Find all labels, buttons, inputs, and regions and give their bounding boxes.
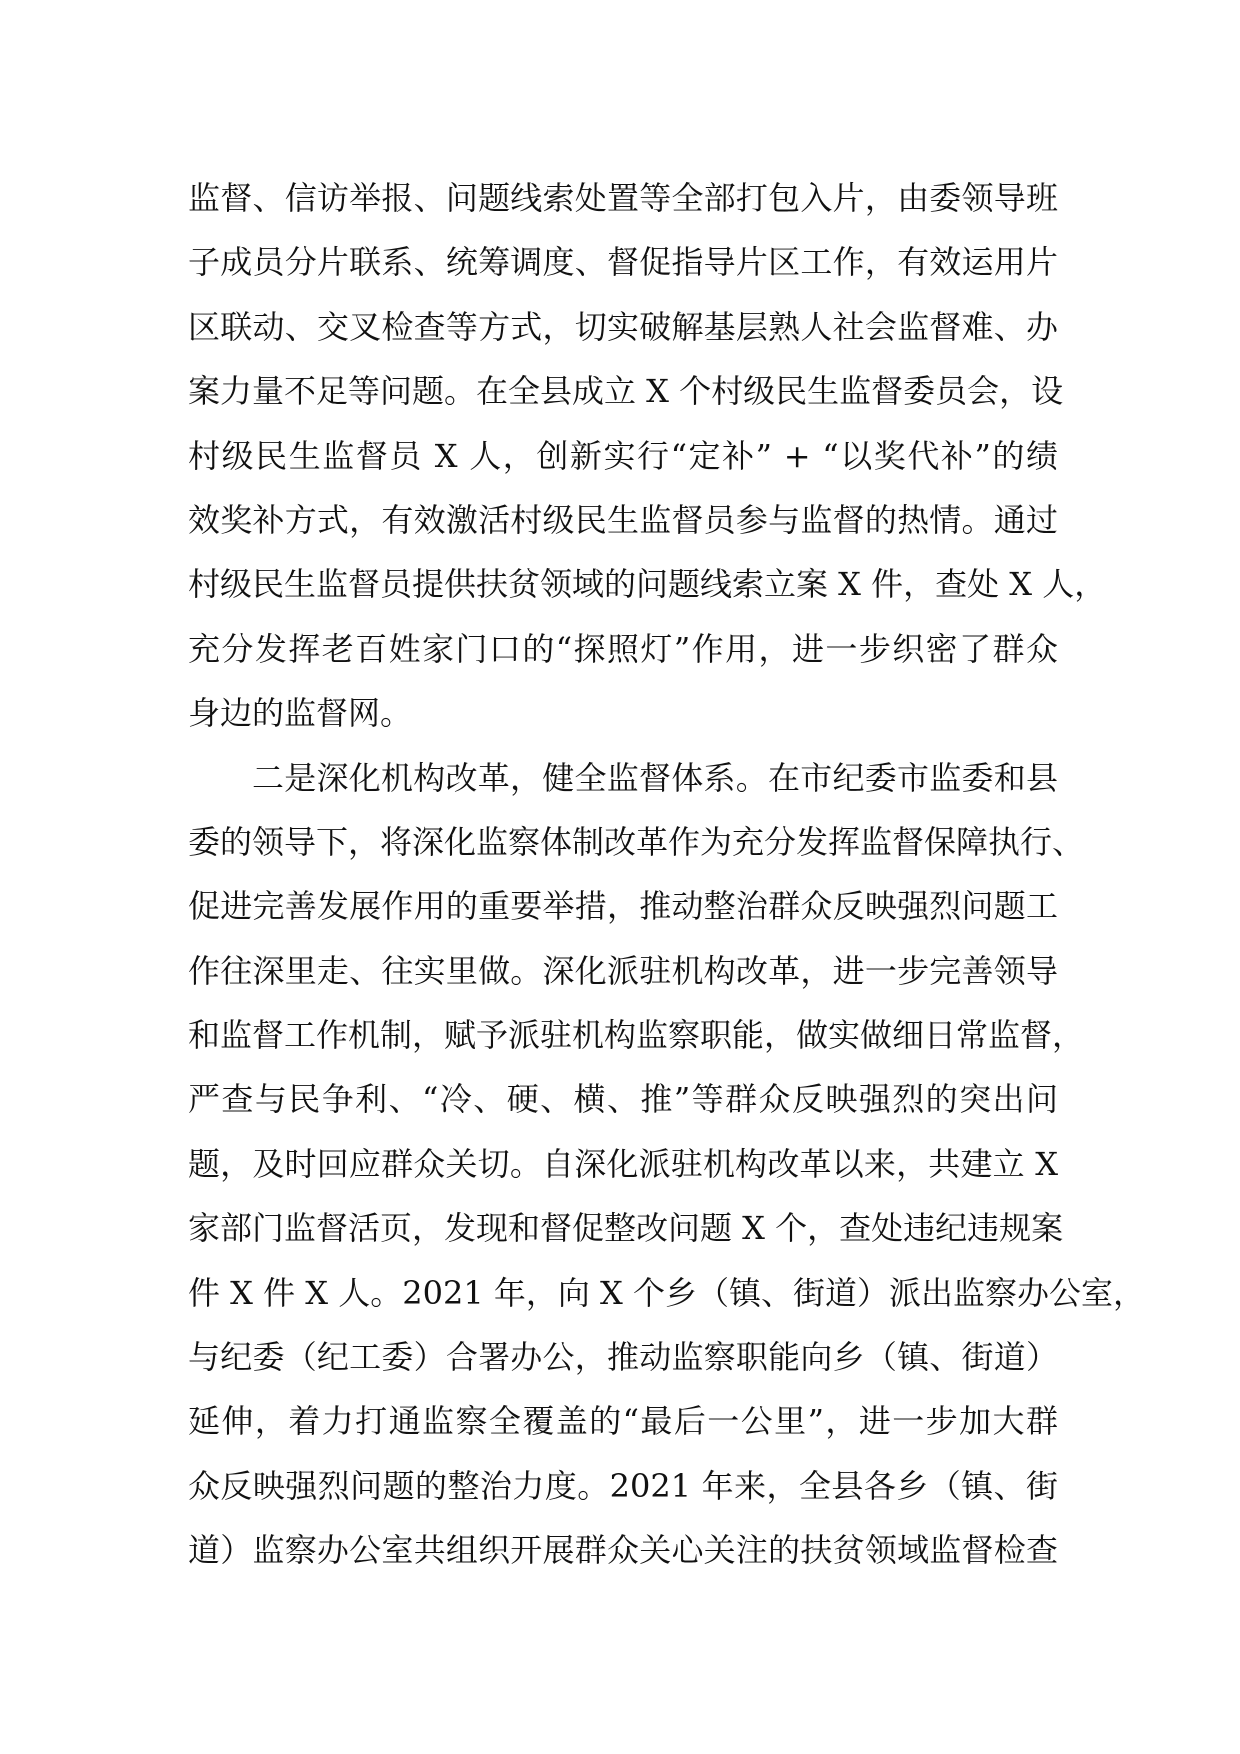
text-line: 和监督工作机制，赋予派驻机构监察职能，做实做细日常监督， xyxy=(188,1016,1085,1055)
text-line: 众反映强烈问题的整治力度。2021 年来，全县各乡（镇、街 xyxy=(188,1466,1058,1505)
text-line: 监督、信访举报、问题线索处置等全部打包入片，由委领导班 xyxy=(188,179,1058,217)
text-line: 委的领导下，将深化监察体制改革作为充分发挥监督保障执行、 xyxy=(188,822,1085,861)
text-line: 村级民生监督员 X 人，创新实行“定补” + “以奖代补”的绩 xyxy=(188,436,1058,475)
paragraph-first-line: 二是深化机构改革，健全监督体系。在市纪委市监委和县 xyxy=(252,758,1058,797)
text-line: 案力量不足等问题。在全县成立 X 个村级民生监督委员会，设 xyxy=(188,372,1064,411)
paragraph-end-line: 身边的监督网。 xyxy=(188,694,413,733)
text-line: 与纪委（纪工委）合署办公，推动监察职能向乡（镇、街道） xyxy=(188,1338,1058,1377)
text-line: 促进完善发展作用的重要举措，推动整治群众反映强烈问题工 xyxy=(188,887,1058,926)
text-line: 子成员分片联系、统筹调度、督促指导片区工作，有效运用片 xyxy=(188,243,1058,282)
text-line: 道）监察办公室共组织开展群众关心关注的扶贫领域监督检查 xyxy=(188,1531,1058,1570)
text-line: 题，及时回应群众关切。自深化派驻机构改革以来，共建立 X xyxy=(188,1144,1058,1183)
text-line: 村级民生监督员提供扶贫领域的问题线索立案 X 件，查处 X 人， xyxy=(188,565,1107,604)
text-line: 件 X 件 X 人。2021 年，向 X 个乡（镇、街道）派出监察办公室， xyxy=(188,1273,1145,1312)
text-line: 家部门监督活页，发现和督促整改问题 X 个，查处违纪违规案 xyxy=(188,1209,1064,1248)
text-line: 延伸，着力打通监察全覆盖的“最后一公里”，进一步加大群 xyxy=(188,1402,1058,1441)
text-line: 区联动、交叉检查等方式，切实破解基层熟人社会监督难、办 xyxy=(188,307,1058,346)
text-line: 效奖补方式，有效激活村级民生监督员参与监督的热情。通过 xyxy=(188,500,1058,539)
text-line: 严查与民争利、“冷、硬、横、推”等群众反映强烈的突出问 xyxy=(188,1080,1058,1119)
text-line: 作往深里走、往实里做。深化派驻机构改革，进一步完善领导 xyxy=(188,951,1058,990)
document-body xyxy=(188,166,1145,1583)
text-line: 充分发挥老百姓家门口的“探照灯”作用，进一步织密了群众 xyxy=(188,629,1058,668)
